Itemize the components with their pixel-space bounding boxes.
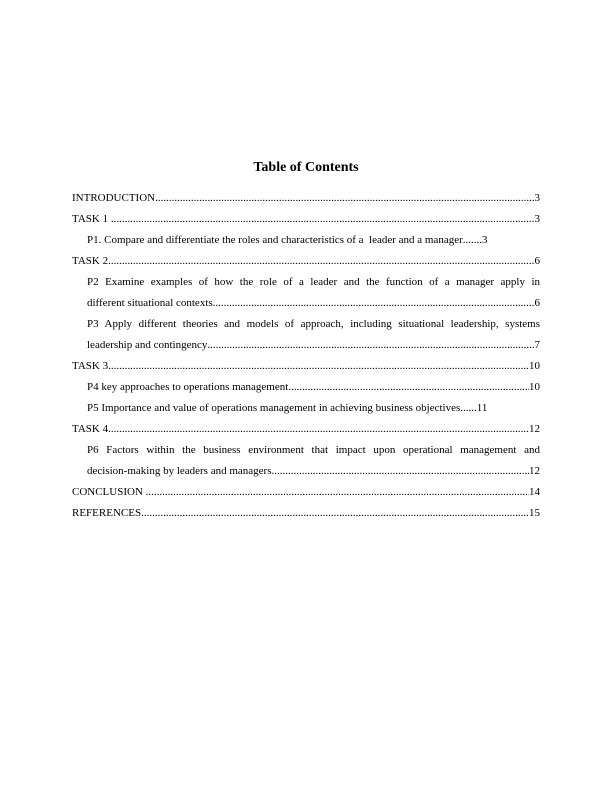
toc-entry-task-3[interactable] <box>72 356 540 377</box>
toc-entry-line-2 <box>87 293 540 314</box>
toc-page-number: 15 <box>529 507 540 519</box>
toc-leader-dots <box>213 293 535 314</box>
toc-page-number: 3 <box>482 234 488 246</box>
toc-entry-label: TASK 4 <box>72 423 109 435</box>
toc-entry-label: CONCLUSION <box>72 486 146 498</box>
table-of-contents <box>72 188 540 524</box>
toc-entry-p5[interactable] <box>72 398 540 419</box>
toc-entry-label-line-1: P6 Factors within the business environment that impact upon operational management and <box>87 444 540 456</box>
toc-entry-task-4[interactable] <box>72 419 540 440</box>
toc-page-number: 3 <box>534 213 540 225</box>
toc-entry-p4[interactable] <box>72 377 540 398</box>
toc-page-number: 6 <box>534 255 540 267</box>
toc-entry-p2[interactable] <box>72 272 540 314</box>
toc-leader-dots <box>111 209 535 230</box>
toc-leader-dots <box>155 188 534 209</box>
toc-page-number: 12 <box>529 465 540 477</box>
toc-page-number: 12 <box>529 423 540 435</box>
toc-leader-dots: ....... <box>462 234 483 246</box>
toc-leader-dots: ..... <box>463 402 477 414</box>
toc-page-number: 14 <box>529 486 540 498</box>
toc-leader-dots <box>272 461 530 482</box>
toc-entry-line-2 <box>87 461 540 482</box>
toc-leader-dots <box>288 377 529 398</box>
toc-entry-label: TASK 1 <box>72 213 111 225</box>
toc-entry-label: P4 key approaches to operations management <box>87 381 289 393</box>
toc-entry-p3[interactable] <box>72 314 540 356</box>
toc-page-number: 3 <box>534 192 540 204</box>
toc-page-number: 7 <box>534 339 540 351</box>
toc-page-number: 11 <box>476 402 488 414</box>
toc-entry-label: TASK 3 <box>72 360 109 372</box>
toc-entry-task-2[interactable] <box>72 251 540 272</box>
toc-entry-label: TASK 2 <box>72 255 109 267</box>
toc-page-number: 10 <box>529 381 540 393</box>
toc-entry-label-line-1: P3 Apply different theories and models of approach, including situational leadership, systems <box>87 318 540 330</box>
toc-entry-p6[interactable] <box>72 440 540 482</box>
toc-entry-task-1[interactable] <box>72 209 540 230</box>
toc-title: Table of Contents <box>253 160 359 175</box>
toc-entry-references[interactable] <box>72 503 540 524</box>
toc-entry-label: INTRODUCTION <box>72 192 156 204</box>
toc-entry-label: P1. Compare and differentiate the roles and characteristics of a leader and a manager <box>87 234 463 246</box>
toc-leader-dots <box>207 335 534 356</box>
toc-page-number: 6 <box>534 297 540 309</box>
toc-leader-dots <box>108 419 529 440</box>
toc-leader-dots <box>141 503 529 524</box>
toc-entry-label: REFERENCES <box>72 507 142 519</box>
toc-leader-dots <box>146 482 529 503</box>
toc-entry-label-line-2: decision-making by leaders and managers <box>87 465 272 477</box>
toc-entry-label-line-2: leadership and contingency <box>87 339 208 351</box>
toc-page-number: 10 <box>529 360 540 372</box>
toc-leader-dots <box>108 356 529 377</box>
toc-entry-label-line-2: different situational contexts <box>87 297 213 309</box>
toc-entry-p1[interactable] <box>72 230 540 251</box>
toc-entry-conclusion[interactable] <box>72 482 540 503</box>
toc-entry-introduction[interactable] <box>72 188 540 209</box>
toc-entry-line-2 <box>87 335 540 356</box>
toc-entry-label: P5 Importance and value of operations management in achieving business objectives. <box>87 402 464 414</box>
toc-leader-dots <box>108 251 534 272</box>
toc-entry-label-line-1: P2 Examine examples of how the role of a leader and the function of a manager apply in <box>87 276 540 288</box>
